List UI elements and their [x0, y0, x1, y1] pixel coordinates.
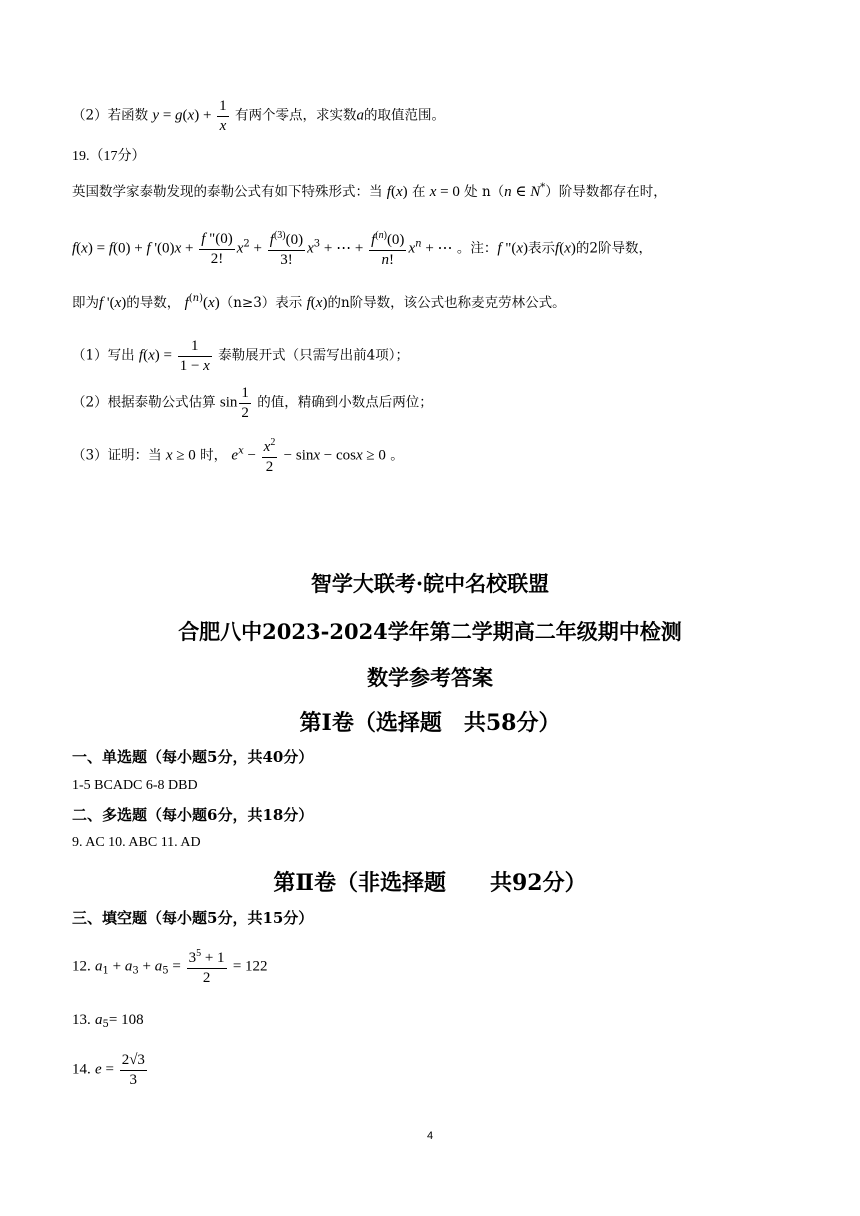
q19-intro: 英国数学家泰勒发现的泰勒公式有如下特殊形式：当 f(x) 在 x = 0 处 n（n ∈ N*）阶导数都存在时，: [72, 182, 667, 200]
q19-part2: （2）根据泰勒公式估算 sin $\frac{1}{2}$ 的值，精确到小数点后两位；: [72, 385, 433, 421]
answer-title-2: 合肥八中2023-2024学年第二学期高二年级期中检测: [178, 619, 682, 644]
answer-13: 13. $a_5= 108$: [72, 1012, 144, 1030]
q19-line3: 即为f '(x)的导数， $f^{(n)}(x)(n\ge 3)$表示 f(x)的n阶导数，该公式也称麦克劳林公式。: [72, 293, 566, 311]
volume-2-title: 第Ⅱ卷（非选择题 共92分）: [273, 870, 587, 896]
section-1-answers: 1-5 BCADC 6-8 DBD: [72, 778, 198, 793]
q19-header: 19.（17分）: [72, 149, 146, 164]
answer-title-3: 数学参考答案: [367, 665, 493, 690]
page-number: 4: [426, 1130, 434, 1142]
q19-part1: （1）写出 f(x) = $\frac{1}{1 - x}$ 泰勒展开式（只需写出前4项）；: [72, 338, 409, 374]
section-2-answers: 9. AC 10. ABC 11. AD: [72, 835, 201, 850]
q18-part2: （2）若函数 y = g(x) + $\frac{1}{x}$ 有两个零点，求实数a的取值范围。: [72, 98, 445, 134]
section-3-heading: 三、填空题（每小题5分，共15分）: [72, 909, 314, 927]
taylor-formula: f(x) = f(0) + f '(0)x + $\frac{f "(0)}{2!}$ $x^2$ + $\frac{f^{(3)}(0)}{3!}$ $x^3$ + ⋯ + $\frac{f^{(n)}(0)}{n!}$ $x^n$ + ⋯ 。注：f "(x)表示f(x)的2阶导数，: [72, 230, 652, 268]
answer-title-1: 智学大联考·皖中名校联盟: [310, 571, 550, 596]
section-2-heading: 二、多选题（每小题6分，共18分）: [72, 806, 314, 824]
answer-12: 12. $a_1 + a_3 + a_5$ = $\frac{3^5 + 1}{2}$ = 122: [72, 948, 268, 986]
fraction-1-over-x: $\frac{1}{x}$: [219, 98, 227, 134]
volume-1-title: 第Ⅰ卷（选择题 共58分）: [299, 710, 561, 736]
section-1-heading: 一、单选题（每小题5分，共40分）: [72, 748, 314, 766]
q19-part3: （3）证明：当 x ≥ 0 时， $e^x$ − $\frac{x^2}{2}$ − sinx − cosx ≥ 0 。: [72, 437, 404, 475]
answer-14: 14. e = $\frac{2√3}{3}$: [72, 1052, 145, 1088]
